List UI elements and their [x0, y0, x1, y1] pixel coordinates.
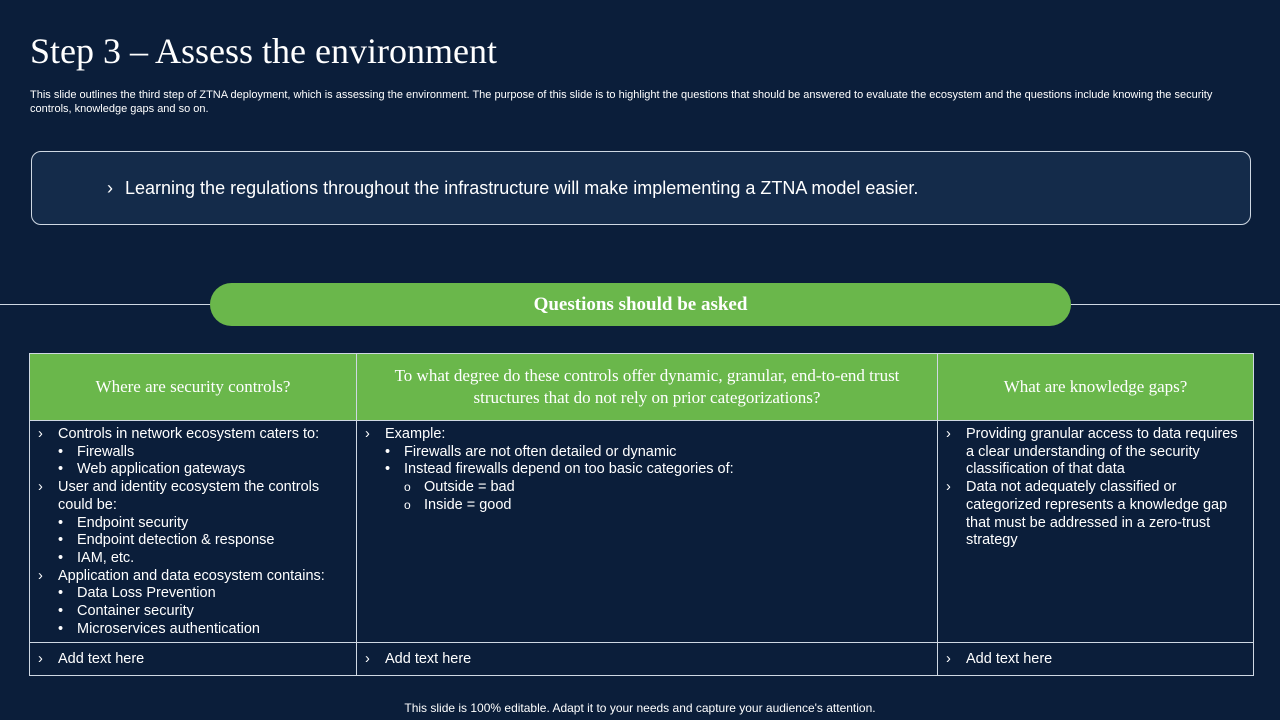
bullet-icon: • — [58, 443, 64, 460]
callout-box — [31, 151, 1251, 225]
header-security-controls: Where are security controls? — [30, 354, 357, 421]
chevron-icon: › — [38, 567, 43, 584]
footer-note: This slide is 100% editable. Adapt it to your needs and capture your audience's attention. — [404, 701, 876, 715]
list-item: • Instead firewalls depend on too basic categories of: — [385, 461, 734, 478]
bullet-icon: • — [58, 549, 64, 566]
chevron-icon: › — [38, 479, 43, 496]
list-item: › Data not adequately classified or categorized represents a knowledge gap that must be addressed in a zero-trust strategy — [946, 479, 1228, 549]
footer-cell — [30, 643, 357, 676]
list-item: › User and identity ecosystem the controls could be: — [38, 479, 320, 513]
page-subtitle: This slide outlines the third step of ZTNA deployment, which is assessing the environment. The purpose of this slide is to highlight the questions that should be answered to evaluate the ecosystem and the questions include knowing the security controls, knowledge gaps and so on. — [30, 89, 1213, 115]
list-item: › Controls in network ecosystem caters to: — [38, 426, 320, 442]
bullet-icon: • — [58, 532, 64, 549]
circle-bullet-icon: o — [404, 497, 411, 512]
questions-table — [29, 353, 1254, 676]
footer-cell — [357, 643, 938, 676]
chevron-icon: › — [946, 650, 951, 667]
chevron-icon: › — [946, 426, 951, 442]
cell-knowledge-gaps — [938, 421, 1254, 643]
header-knowledge-gaps: What are knowledge gaps? — [938, 354, 1254, 421]
questions-banner: Questions should be asked — [210, 283, 1071, 326]
header-controls-degree: To what degree do these controls offer dynamic, granular, end-to-end trust structures that do not rely on prior categorizations? — [357, 354, 938, 421]
list-item: • Microservices authentication — [58, 620, 260, 637]
cell-security-controls — [30, 421, 357, 643]
list-item: o Inside = good — [404, 496, 512, 513]
table-header-row — [30, 354, 1254, 421]
bullet-icon: • — [58, 514, 64, 531]
bullet-icon: • — [385, 461, 391, 478]
chevron-icon: › — [107, 177, 113, 198]
callout-text: Learning the regulations throughout the infrastructure will make implementing a ZTNA model easier. — [125, 177, 919, 198]
list-item: • Endpoint detection & response — [58, 532, 275, 549]
list-item: › Providing granular access to data requires a clear understanding of the security classification of that data — [946, 426, 1238, 478]
bullet-icon: • — [58, 461, 64, 478]
list-item: › Application and data ecosystem contains: — [38, 567, 325, 584]
chevron-icon: › — [365, 426, 370, 442]
bullet-icon: • — [58, 585, 64, 602]
table-row — [30, 643, 1254, 676]
list-item: o Outside = bad — [404, 479, 515, 496]
list-item: • Endpoint security — [58, 514, 189, 531]
page-title: Step 3 – Assess the environment — [30, 31, 497, 71]
list-item: • IAM, etc. — [58, 549, 135, 566]
list-item: • Firewalls — [58, 443, 135, 460]
placeholder-text: Add text here — [58, 650, 145, 667]
chevron-icon: › — [365, 650, 370, 667]
list-item: • Web application gateways — [58, 461, 246, 478]
placeholder-text: Add text here — [966, 650, 1053, 667]
circle-bullet-icon: o — [404, 480, 411, 495]
footer-cell — [938, 643, 1254, 676]
bullet-icon: • — [385, 443, 391, 460]
table-row — [30, 421, 1254, 643]
chevron-icon: › — [38, 426, 43, 442]
list-item: • Container security — [58, 603, 194, 620]
bullet-icon: • — [58, 603, 64, 620]
list-item: • Data Loss Prevention — [58, 585, 216, 602]
placeholder-text: Add text here — [385, 650, 472, 667]
bullet-icon: • — [58, 620, 64, 637]
chevron-icon: › — [38, 650, 43, 667]
list-item: › Example: — [365, 426, 446, 442]
chevron-icon: › — [946, 479, 951, 496]
list-item: • Firewalls are not often detailed or dynamic — [385, 443, 677, 460]
cell-controls-degree — [357, 421, 938, 643]
